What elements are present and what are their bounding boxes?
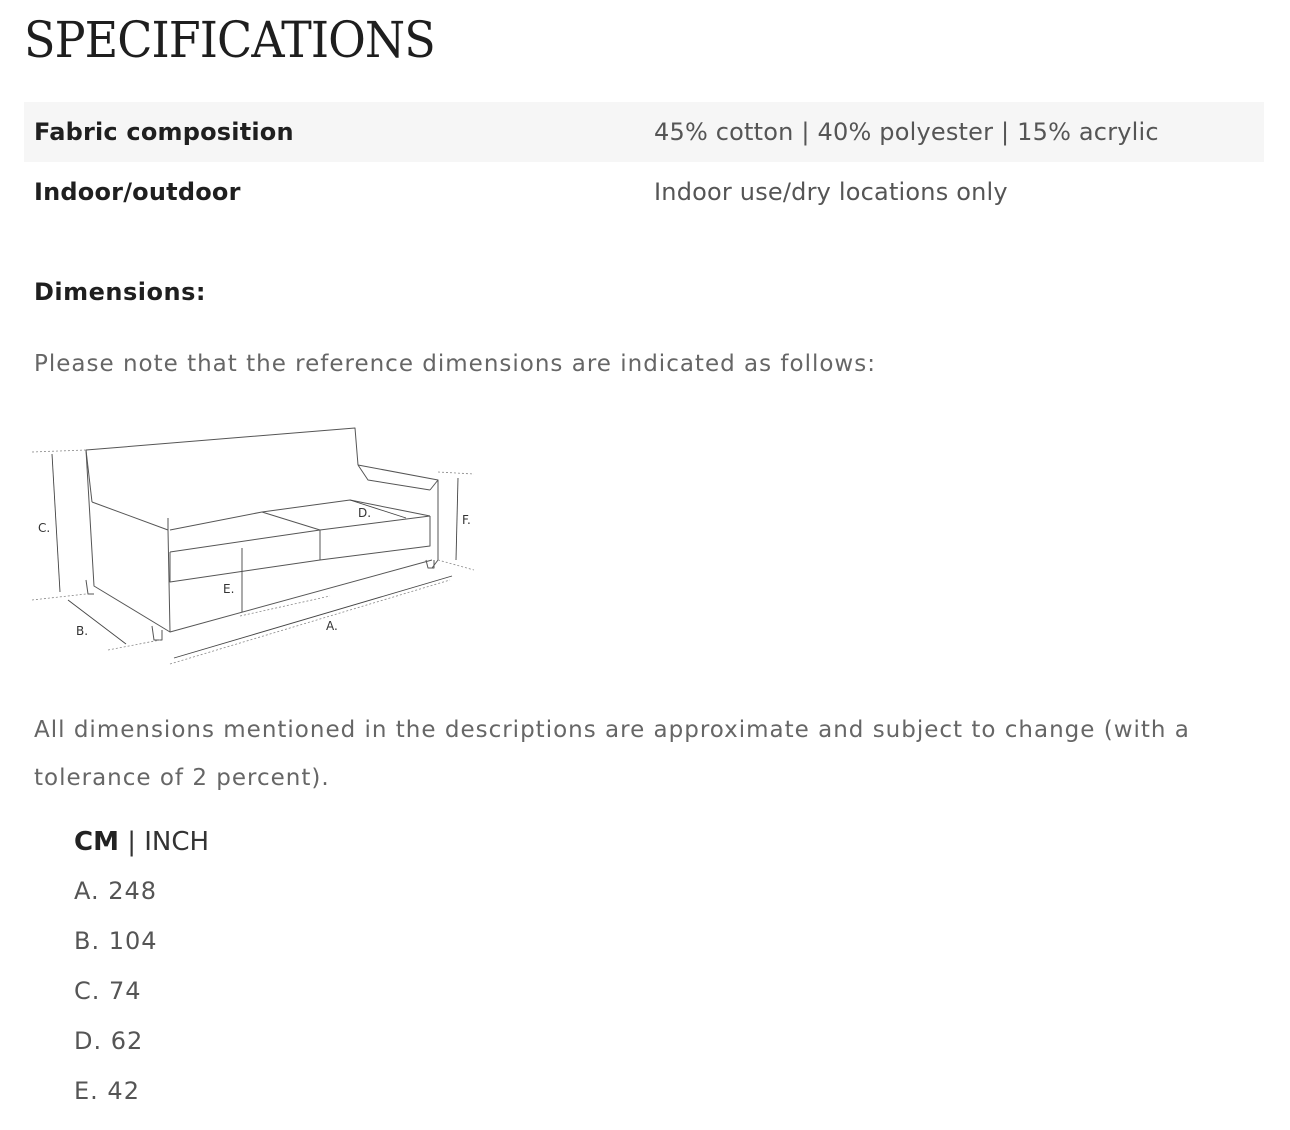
dimension-item: B. 104 [74,927,158,955]
dimension-item: E. 42 [74,1077,140,1105]
diagram-label-a: A. [326,619,338,633]
diagram-label-c: C. [38,521,51,535]
spec-value: 45% cotton | 40% polyester | 15% acrylic [654,118,1159,146]
spec-table [24,102,1264,222]
dimension-item: A. 248 [74,877,158,905]
diagram-label-d: D. [358,506,372,520]
dimension-list [74,866,158,1116]
unit-cm-option[interactable]: CM [74,827,119,857]
spec-row-fabric [24,102,1264,162]
sofa-dimension-diagram [30,420,490,670]
spec-label: Indoor/outdoor [34,178,241,206]
dimensions-heading: Dimensions: [34,278,206,306]
spec-value: Indoor use/dry locations only [654,178,1008,206]
unit-toggle [74,822,209,862]
spec-row-indoor-outdoor [24,162,1264,222]
unit-separator: | [127,827,136,857]
dimensions-disclaimer: All dimensions mentioned in the descriptions are approximate and subject to change (with a tolerance of 2 percent). [34,717,1190,791]
diagram-label-e: E. [223,582,235,596]
unit-inch-option[interactable]: INCH [144,827,210,857]
reference-note: Please note that the reference dimensions are indicated as follows: [34,351,876,377]
diagram-label-f: F. [462,513,471,527]
dimension-item: C. 74 [74,977,142,1005]
diagram-label-b: B. [76,624,89,638]
page-title: SPECIFICATIONS [24,11,435,69]
dimension-item: D. 62 [74,1027,144,1055]
spec-label: Fabric composition [34,118,294,146]
